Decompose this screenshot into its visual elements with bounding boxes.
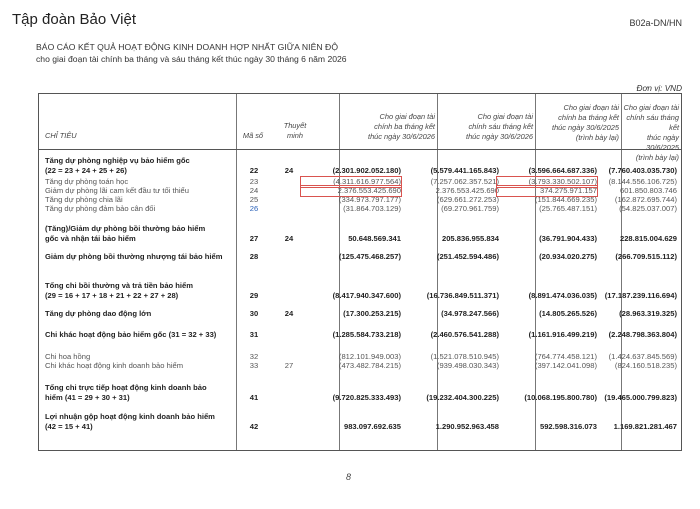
- row-value: 2.376.553.425.690: [435, 186, 499, 195]
- header-col-h1-2025: [621, 103, 679, 163]
- header-line: thúc ngày 30/6/2026: [466, 132, 533, 141]
- row-value: (125.475.468.257): [338, 252, 401, 261]
- row-value: (17.300.253.215): [343, 309, 401, 318]
- row-value: 50.648.569.341: [348, 233, 401, 243]
- row-label: [45, 281, 235, 300]
- row-value: 983.097.692.635: [343, 421, 401, 431]
- row-label: [45, 224, 235, 243]
- row-label-line: Tăng dự phòng toán học: [45, 177, 129, 186]
- header-col-q2-2025: [537, 103, 619, 143]
- row-label-line: (42 = 15 + 41): [45, 421, 93, 431]
- income-statement-table: [38, 93, 682, 451]
- header-line: thúc ngày 30/6/2025: [552, 123, 619, 132]
- row-value: (3.596.664.687.336): [528, 165, 597, 175]
- row-value: (8.417.940.347.600): [332, 290, 401, 300]
- row-label-line: (22 = 23 + 24 + 25 + 26): [45, 165, 127, 175]
- row-label-line: gốc và nhận tái bảo hiểm: [45, 233, 136, 243]
- row-value: (764.774.458.121): [534, 352, 597, 361]
- header-line: thúc ngày 30/6/2026: [368, 132, 435, 141]
- row-value: (3.793.330.502.107): [497, 177, 597, 187]
- row-label-line: (29 = 16 + 17 + 18 + 21 + 22 + 27 + 28): [45, 290, 179, 300]
- row-value: (5.579.441.165.843): [430, 165, 499, 175]
- row-value: (69.270.961.759): [441, 204, 499, 213]
- row-value: (19.232.404.300.225): [426, 392, 499, 402]
- form-code: B02a-DN/HN: [629, 18, 682, 28]
- row-code: 41: [249, 392, 259, 402]
- row-value: (2.460.576.541.288): [430, 330, 499, 339]
- row-value: (20.934.020.275): [539, 252, 597, 261]
- header-col-h1-2026: [439, 112, 533, 142]
- row-value: (151.844.669.235): [534, 195, 597, 204]
- row-value: (28.963.319.325): [619, 309, 677, 318]
- row-value: (1.424.637.845.569): [608, 352, 677, 361]
- row-value: (31.864.703.129): [343, 204, 401, 213]
- row-value: (162.872.695.744): [614, 195, 677, 204]
- row-value: (251.452.594.486): [436, 252, 499, 261]
- row-label: [45, 204, 235, 214]
- row-label-line: Lợi nhuận gộp hoạt động kinh doanh bảo hiểm: [45, 412, 215, 421]
- row-value: (1.285.584.733.218): [332, 330, 401, 339]
- page-number: 8: [346, 472, 352, 482]
- row-code: 31: [249, 330, 259, 339]
- row-label-line: hiểm (41 = 29 + 30 + 31): [45, 392, 130, 402]
- row-label: [45, 412, 235, 431]
- report-title: BÁO CÁO KẾT QUẢ HOẠT ĐỘNG KINH DOANH HỢP NHẤT GIỮA NIÊN ĐỘ: [36, 42, 339, 52]
- row-label: [45, 252, 235, 262]
- row-code: 24: [249, 186, 259, 195]
- row-label: [45, 383, 235, 402]
- row-value: (2.301.902.052.180): [332, 165, 401, 175]
- row-value: (812.101.949.003): [338, 352, 401, 361]
- row-code: 25: [249, 195, 259, 204]
- header-line: (trình bày lại): [575, 133, 619, 142]
- company-name: Tập đoàn Bảo Việt: [12, 11, 136, 28]
- header-line: Cho giai đoạn tài: [379, 112, 435, 121]
- row-value: (19.465.000.799.823): [604, 392, 677, 402]
- row-label-line: Giảm dự phòng lãi cam kết đầu tư tối thiểu: [45, 186, 189, 195]
- row-value: (1.161.916.499.219): [528, 330, 597, 339]
- row-note: 24: [284, 165, 294, 175]
- row-note: 24: [284, 233, 294, 243]
- row-value: (34.978.247.566): [441, 309, 499, 318]
- row-label: [45, 361, 235, 371]
- row-value: (8.891.474.036.035): [528, 290, 597, 300]
- row-code: 42: [249, 421, 259, 431]
- row-label-line: Giảm dự phòng bồi thường nhượng tái bảo hiểm: [45, 252, 223, 261]
- row-label-line: Chi khác hoạt động bảo hiểm gốc (31 = 32 + 33): [45, 330, 217, 339]
- header-thuyet-minh-line: minh: [286, 131, 304, 140]
- row-value: 1.290.952.963.458: [435, 421, 499, 431]
- header-line: Cho giai đoạn tài: [477, 112, 533, 121]
- row-value: (7.257.062.357.521): [430, 177, 499, 186]
- row-value: (4.311.616.977.564): [301, 177, 401, 187]
- report-subtitle: cho giai đoạn tài chính ba tháng và sáu tháng kết thúc ngày 30 tháng 6 năm 2026: [36, 54, 347, 64]
- row-label-line: Tổng chi bồi thường và trả tiền bảo hiểm: [45, 281, 194, 290]
- header-line: chính ba tháng kết: [374, 122, 435, 131]
- row-code: 26: [249, 204, 259, 213]
- header-line: chính sáu tháng kết: [468, 122, 533, 131]
- row-label: [45, 330, 235, 340]
- row-code: 27: [249, 233, 259, 243]
- column-divider: [236, 94, 237, 450]
- row-label: [45, 309, 235, 319]
- row-value: 228.815.004.629: [619, 233, 677, 243]
- row-note: 27: [284, 361, 294, 370]
- header-line: chính sáu tháng kết: [626, 113, 679, 132]
- header-line: (trình bày lại): [635, 153, 679, 162]
- row-value: (397.142.041.098): [534, 361, 597, 370]
- row-value: 2.376.553.425.690: [301, 186, 401, 196]
- row-code: 29: [249, 290, 259, 300]
- row-value: (8.144.556.106.725): [608, 177, 677, 186]
- row-value: (10.068.195.800.780): [524, 392, 597, 402]
- row-code: 23: [249, 177, 259, 186]
- row-note: 24: [284, 309, 294, 318]
- row-value: (824.160.518.235): [614, 361, 677, 370]
- row-code: 28: [249, 252, 259, 261]
- header-ma-so: Mã số: [242, 131, 264, 140]
- header-line: thúc ngày 30/6/2025: [646, 133, 679, 152]
- currency-unit: Đơn vị: VND: [636, 84, 682, 93]
- row-label-line: Tăng dự phòng dao động lớn: [45, 309, 152, 318]
- row-label-line: Tăng dự phòng nghiệp vụ bảo hiểm gốc: [45, 156, 190, 165]
- row-code: 22: [249, 165, 259, 175]
- header-thuyet-minh: [275, 121, 315, 141]
- row-value: (25.765.487.151): [539, 204, 597, 213]
- row-value: (9.720.825.333.493): [332, 392, 401, 402]
- header-line: chính ba tháng kết: [558, 113, 619, 122]
- row-value: 205.836.955.834: [441, 233, 499, 243]
- row-value: (7.760.403.035.730): [608, 165, 677, 175]
- row-code: 30: [249, 309, 259, 318]
- header-chi-tieu: CHỈ TIÊU: [45, 131, 77, 140]
- row-value: 592.598.316.073: [539, 421, 597, 431]
- row-label-line: Tăng dự phòng đảm bảo cân đối: [45, 204, 156, 213]
- row-label: [45, 156, 235, 175]
- row-value: 374.275.971.157: [497, 186, 597, 196]
- row-label-line: (Tăng)/Giảm dự phòng bồi thường bảo hiểm: [45, 224, 206, 233]
- row-label-line: Tổng chi trực tiếp hoạt động kinh doanh bảo: [45, 383, 207, 392]
- row-value: 601.850.803.746: [619, 186, 677, 195]
- row-value: (16.736.849.511.371): [426, 290, 499, 300]
- row-value: (334.973.797.177): [338, 195, 401, 204]
- row-label-line: Tăng dự phòng chia lãi: [45, 195, 123, 204]
- row-code: 32: [249, 352, 259, 361]
- header-line: Cho giai đoạn tài: [563, 103, 619, 112]
- row-value: (1.521.078.510.945): [430, 352, 499, 361]
- row-value: 1.169.821.281.467: [613, 421, 677, 431]
- row-value: (629.661.272.253): [436, 195, 499, 204]
- row-label-line: Chi hoa hồng: [45, 352, 91, 361]
- row-value: (939.498.030.343): [436, 361, 499, 370]
- header-thuyet-minh-line: Thuyết: [283, 121, 307, 130]
- row-value: (36.791.904.433): [539, 233, 597, 243]
- header-line: Cho giai đoạn tài: [623, 103, 679, 112]
- row-value: (14.805.265.526): [539, 309, 597, 318]
- row-value: (2.248.798.363.804): [608, 330, 677, 339]
- row-value: (17.187.239.116.694): [604, 290, 677, 300]
- header-separator: [39, 149, 681, 150]
- row-value: (473.482.784.215): [338, 361, 401, 370]
- row-label-line: Chi khác hoạt động kinh doanh bảo hiểm: [45, 361, 184, 370]
- row-value: (54.825.037.007): [619, 204, 677, 213]
- header-col-q2-2026: [341, 112, 435, 142]
- row-value: (266.709.515.112): [615, 252, 677, 261]
- row-code: 33: [249, 361, 259, 370]
